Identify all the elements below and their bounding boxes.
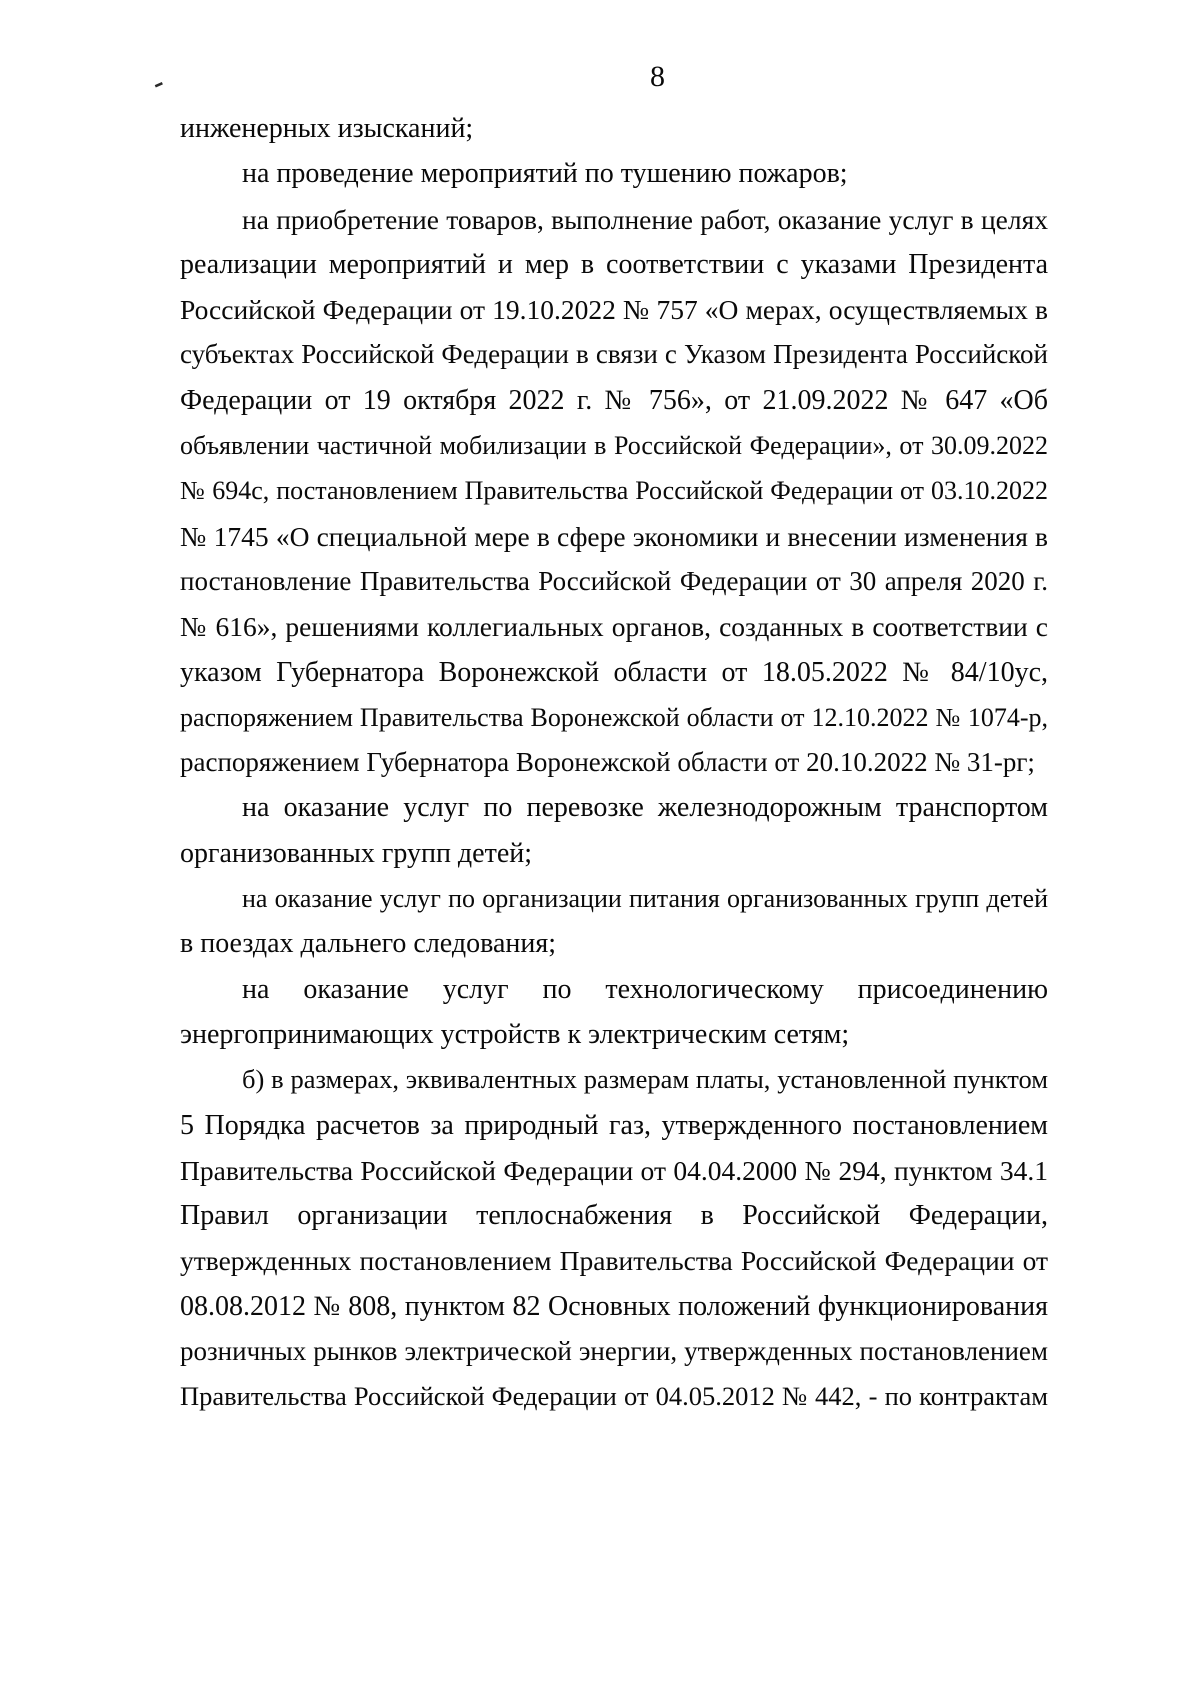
text-line: на оказание услуг по перевозке железнодорожным транспортом	[242, 792, 1048, 824]
page-number: 8	[650, 60, 665, 93]
text-line: Правительства Российской Федерации от 04.04.2000 № 294, пунктом 34.1	[180, 1154, 1048, 1186]
text-line: инженерных изысканий;	[180, 113, 474, 144]
text-line: распоряжением Губернатора Воронежской области от 20.10.2022 № 31-рг;	[180, 747, 1035, 778]
text-line: субъектах Российской Федерации в связи с Указом Президента Российской	[180, 339, 1048, 370]
text-line: в поездах дальнего следования;	[180, 928, 557, 960]
text-line: на оказание услуг по технологическому присоединению	[242, 973, 1048, 1005]
text-line: реализации мероприятий и мер в соответствии с указами Президента	[180, 248, 1048, 280]
document-body	[180, 106, 1048, 1420]
text-line: организованных групп детей;	[180, 837, 533, 869]
text-line: энергопринимающих устройств к электрическим сетям;	[180, 1018, 850, 1050]
text-line: Федерации от 19 октября 2022 г. № 756», от 21.09.2022 № 647 «Об	[180, 384, 1048, 416]
text-line: Российской Федерации от 19.10.2022 № 757 «О мерах, осуществляемых в	[180, 294, 1048, 326]
text-line: на приобретение товаров, выполнение работ, оказание услуг в целях	[242, 203, 1048, 235]
text-line: указом Губернатора Воронежской области от 18.05.2022 № 84/10ус,	[180, 656, 1048, 688]
text-line: № 694с, постановлением Правительства Российской Федерации от 03.10.2022	[180, 476, 1048, 506]
text-line: 5 Порядка расчетов за природный газ, утвержденного постановлением	[180, 1109, 1048, 1141]
text-line: Правительства Российской Федерации от 04.05.2012 № 442, - по контрактам	[180, 1381, 1048, 1412]
text-line: на проведение мероприятий по тушению пожаров;	[242, 158, 848, 190]
scan-artifact-mark: -	[146, 65, 170, 100]
text-line: на оказание услуг по организации питания организованных групп детей	[242, 884, 1048, 914]
text-line: № 616», решениями коллегиальных органов, созданных в соответствии с	[180, 611, 1048, 643]
text-line: № 1745 «О специальной мере в сфере экономики и внесении изменения в	[180, 520, 1048, 552]
text-line: 08.08.2012 № 808, пунктом 82 Основных положений функционирования	[180, 1290, 1048, 1322]
text-line: Правил организации теплоснабжения в Российской Федерации,	[180, 1200, 1048, 1232]
text-line: распоряжением Правительства Воронежской области от 12.10.2022 № 1074-р,	[180, 702, 1048, 732]
text-line: объявлении частичной мобилизации в Российской Федерации», от 30.09.2022	[180, 431, 1048, 461]
text-line: розничных рынков электрической энергии, утвержденных постановлением	[180, 1336, 1048, 1367]
text-line: б) в размерах, эквивалентных размерам платы, установленной пунктом	[242, 1064, 1048, 1095]
text-line: утвержденных постановлением Правительства Российской Федерации от	[180, 1245, 1048, 1277]
text-line: постановление Правительства Российской Федерации от 30 апреля 2020 г.	[180, 565, 1048, 596]
